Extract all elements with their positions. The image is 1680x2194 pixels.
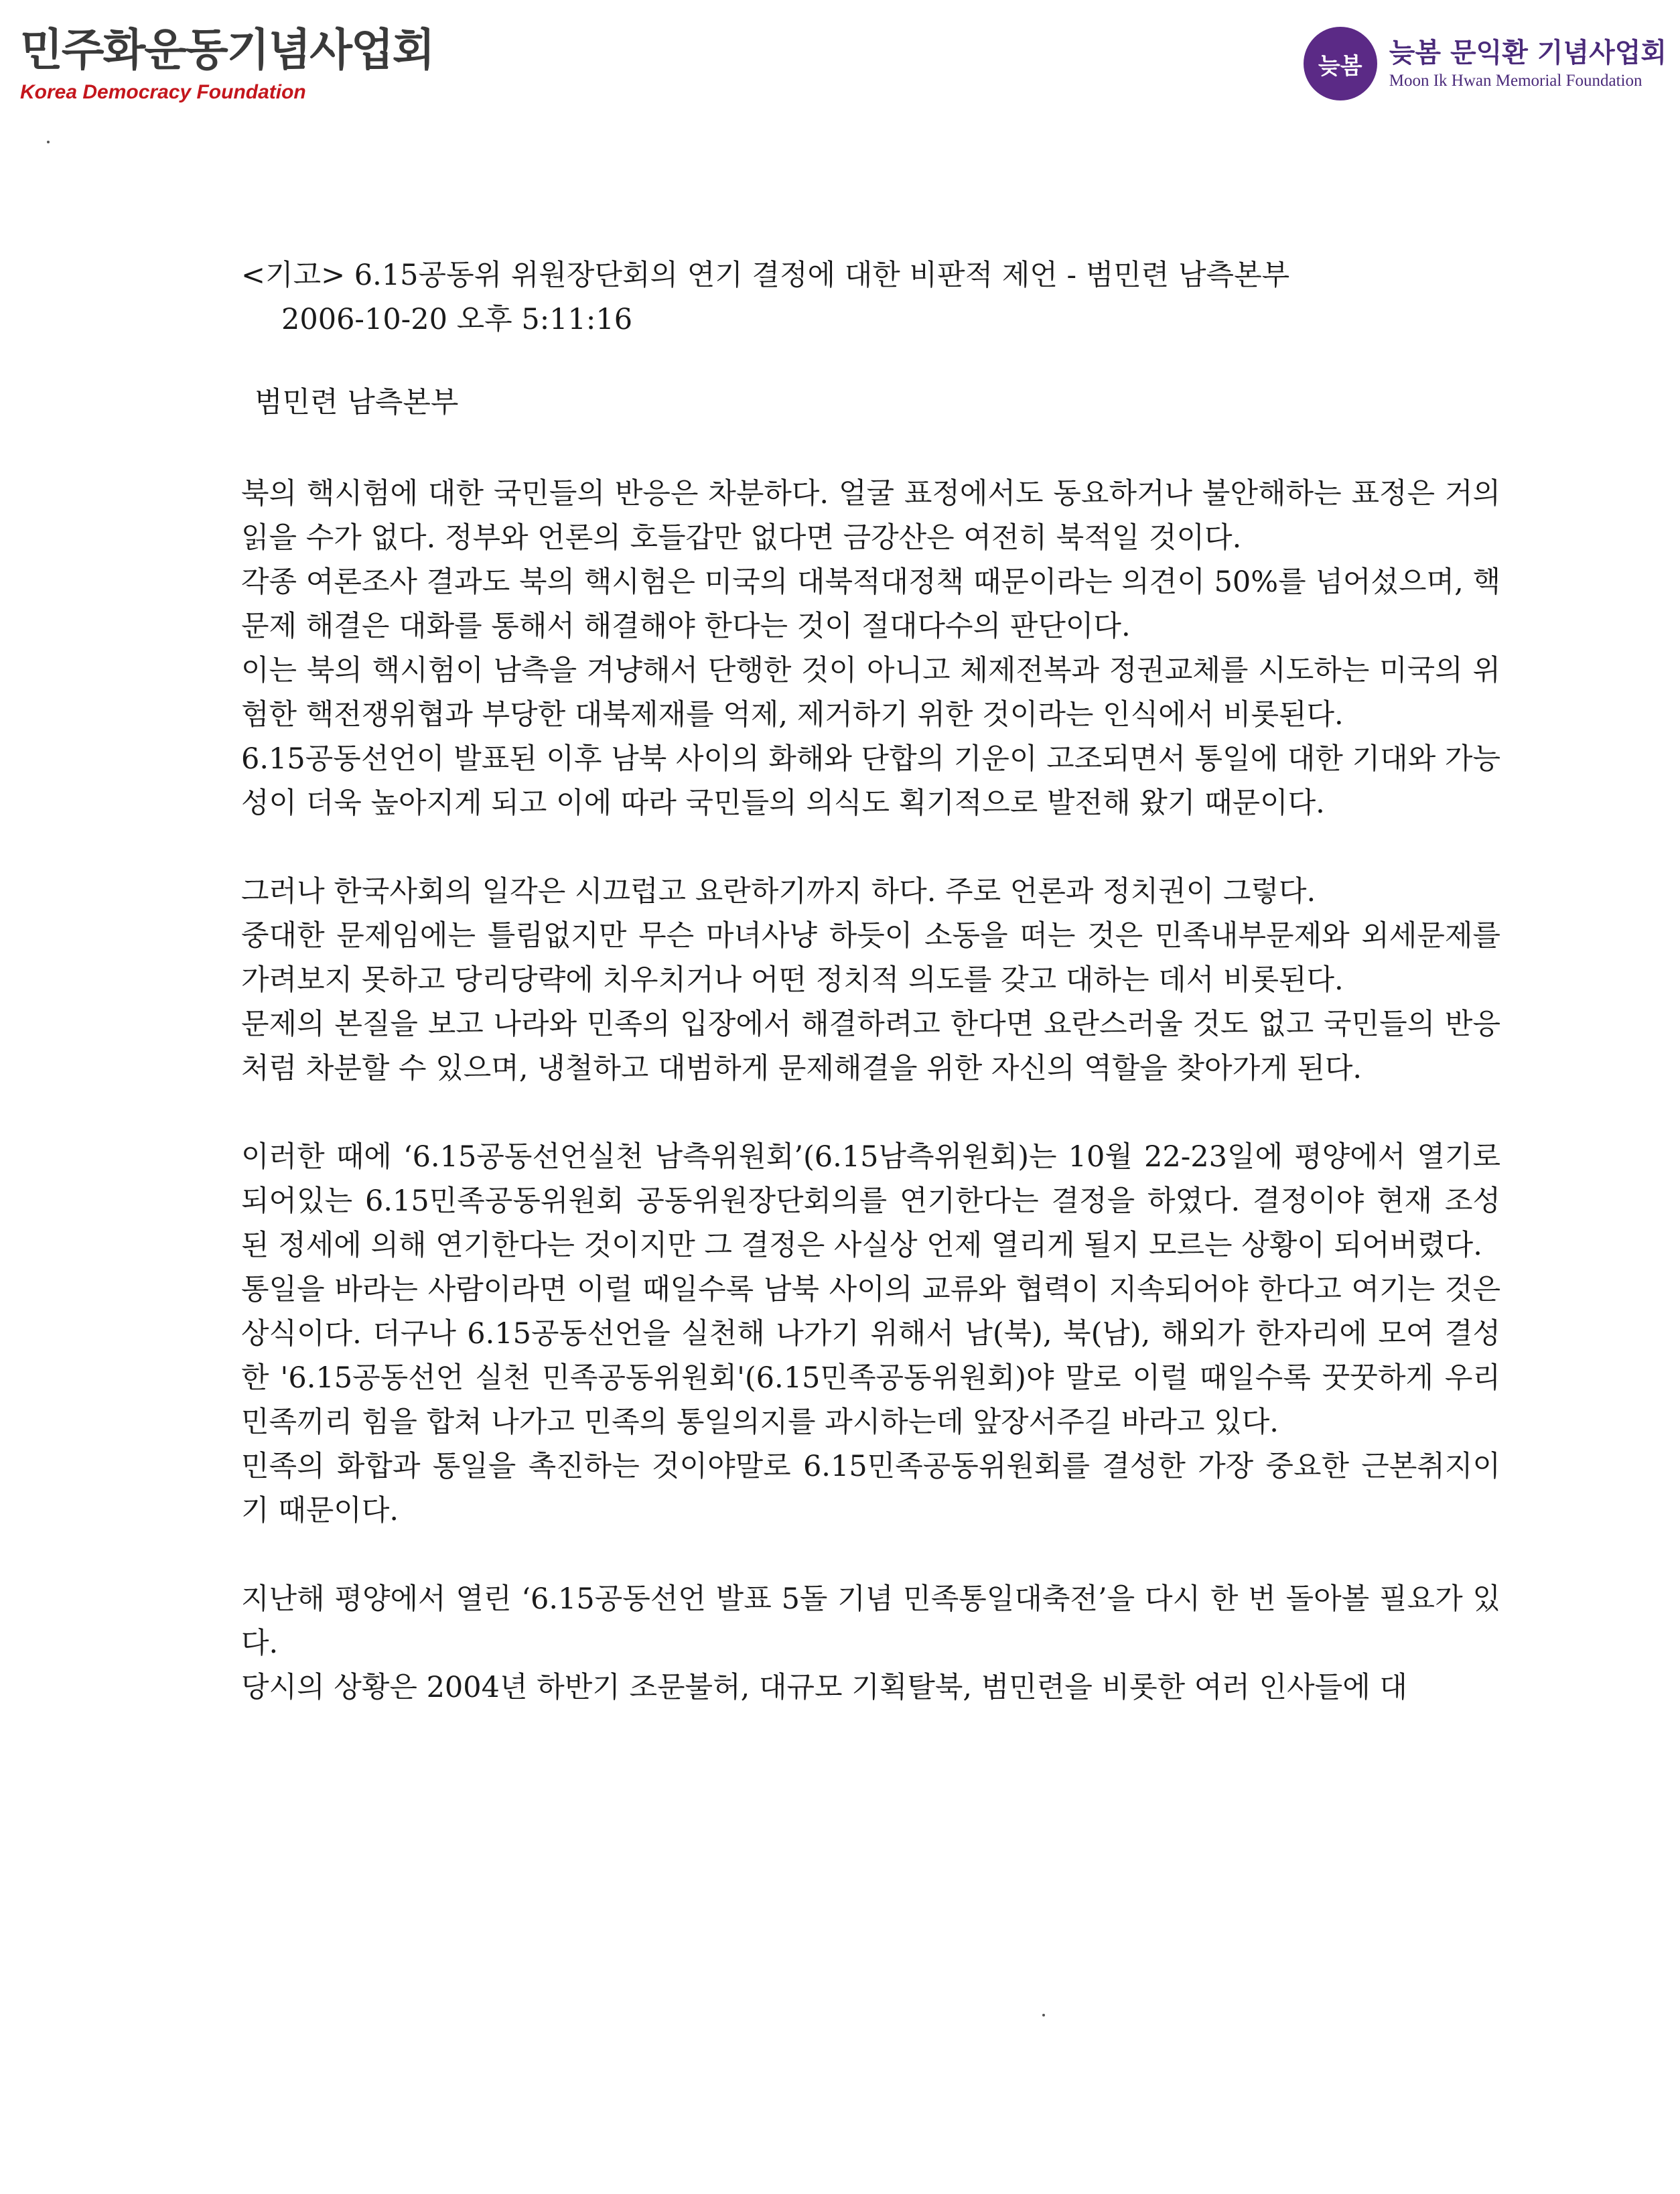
paragraph: 이러한 때에 ‘6.15공동선언실천 남측위원회’(6.15남측위원회)는 10월 22-23일에 평양에서 열기로 되어있는 6.15민족공동위원회 공동위원장단회의를 연기한다는 결정을 하였다. 결정이야 현재 조성된 정세에 의해 연기한다는 것이지만 그 결정은 사실상 언제 열리게 될지 모르는 상황이 되어버렸다. xyxy=(241,1140,1500,1262)
paragraph: 이는 북의 핵시험이 남측을 겨냥해서 단행한 것이 아니고 체제전복과 정권교체를 시도하는 미국의 위험한 핵전쟁위협과 부당한 대북제재를 억제, 제거하기 위한 것이라는 인식에서 비롯된다. xyxy=(241,654,1500,732)
mikh-seal-icon: 늦봄 xyxy=(1304,27,1377,100)
paragraph: 중대한 문제임에는 틀림없지만 무슨 마녀사냥 하듯이 소동을 떠는 것은 민족내부문제와 외세문제를 가려보지 못하고 당리당략에 치우치거나 어떤 정치적 의도를 갖고 대하는 데서 비롯된다. xyxy=(241,919,1500,997)
mikh-logo-english: Moon Ik Hwan Memorial Foundation xyxy=(1389,72,1642,90)
mikh-logo-korean: 늦봄 문익환 기념사업회 xyxy=(1389,38,1667,68)
kdf-logo xyxy=(20,24,434,106)
kdf-logo-english: Korea Democracy Foundation xyxy=(20,81,306,103)
paragraph: 당시의 상황은 2004년 하반기 조문불허, 대규모 기획탈북, 범민련을 비롯한 여러 인사들에 대 xyxy=(241,1671,1407,1704)
article-body xyxy=(241,472,1500,1710)
scan-speck xyxy=(47,141,50,143)
article-date: 2006-10-20 오후 5:11:16 xyxy=(281,303,633,336)
mikh-logo xyxy=(1304,27,1667,100)
paragraph: 각종 여론조사 결과도 북의 핵시험은 미국의 대북적대정책 때문이라는 의견이 50%를 넘어섰으며, 핵문제 해결은 대화를 통해서 해결해야 한다는 것이 절대다수의 판단이다. xyxy=(241,565,1500,643)
article-author: 범민련 남측본부 xyxy=(255,386,459,419)
paragraph: 통일을 바라는 사람이라면 이럴 때일수록 남북 사이의 교류와 협력이 지속되어야 한다고 여기는 것은 상식이다. 더구나 6.15공동선언을 실천해 나가기 위해서 남(북), 북(남), 해외가 한자리에 모여 결성한 '6.15공동선언 실천 민족공동위원회'(6.15민족공동위원회)야 말로 이럴 때일수록 꿋꿋하게 우리민족끼리 힘을 합쳐 나가고 민족의 통일의지를 과시하는데 앞장서주길 바라고 있다. xyxy=(241,1273,1500,1439)
paragraph: 그러나 한국사회의 일각은 시끄럽고 요란하기까지 하다. 주로 언론과 정치권이 그렇다. xyxy=(241,875,1316,908)
kdf-logo-korean: 민주화운동기념사업회 xyxy=(20,24,434,76)
scan-speck xyxy=(1042,2014,1045,2016)
paragraph: 6.15공동선언이 발표된 이후 남북 사이의 화해와 단합의 기운이 고조되면서 통일에 대한 기대와 가능성이 더욱 높아지게 되고 이에 따라 국민들의 의식도 획기적으로 발전해 왔기 때문이다. xyxy=(241,742,1500,820)
paragraph: 지난해 평양에서 열린 ‘6.15공동선언 발표 5돌 기념 민족통일대축전’을 다시 한 번 돌아볼 필요가 있다. xyxy=(241,1582,1500,1660)
paragraph: 민족의 화합과 통일을 촉진하는 것이야말로 6.15민족공동위원회를 결성한 가장 중요한 근본취지이기 때문이다. xyxy=(241,1450,1500,1527)
paragraph: 북의 핵시험에 대한 국민들의 반응은 차분하다. 얼굴 표정에서도 동요하거나 불안해하는 표정은 거의 읽을 수가 없다. 정부와 언론의 호들갑만 없다면 금강산은 여전히 북적일 것이다. xyxy=(241,477,1500,555)
article xyxy=(241,253,1500,1710)
paragraph: 문제의 본질을 보고 나라와 민족의 입장에서 해결하려고 한다면 요란스러울 것도 없고 국민들의 반응처럼 차분할 수 있으며, 냉철하고 대범하게 문제해결을 위한 자신의 역할을 찾아가게 된다. xyxy=(241,1008,1500,1085)
article-title: <기고> 6.15공동위 위원장단회의 연기 결정에 대한 비판적 제언 - 범민련 남측본부 xyxy=(241,259,1290,292)
